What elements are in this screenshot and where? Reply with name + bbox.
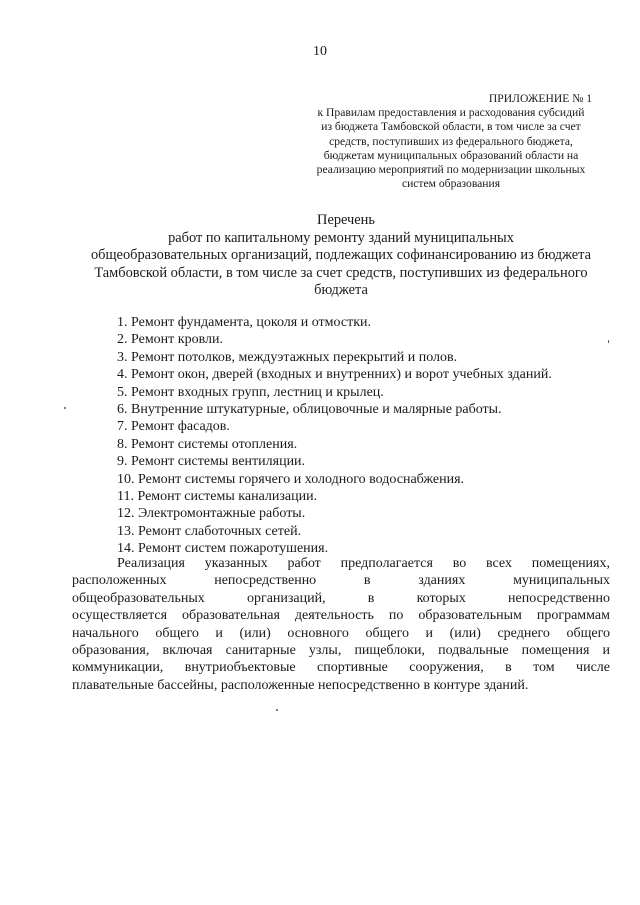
title-line: работ по капитальному ремонту зданий муниципальных: [168, 229, 514, 246]
appendix-title: ПРИЛОЖЕНИЕ № 1: [488, 92, 592, 105]
appendix-line: к Правилам предоставления и расходования субсидий: [317, 106, 585, 120]
title-line: Тамбовской области, в том числе за счет средств, поступивших из федерального: [94, 264, 588, 281]
appendix-line: из бюджета Тамбовской области, в том числе за счет: [321, 120, 581, 134]
list-item: 14. Ремонт систем пожаротушения.: [117, 541, 329, 557]
paragraph-line: начального общего и (или) основного общего и (или) среднего общего: [72, 625, 610, 641]
description-paragraph: [72, 555, 610, 694]
paragraph-line: образования, включая санитарные узлы, пищеблоки, подвальные помещения и: [72, 643, 610, 659]
list-item: 5. Ремонт входных групп, лестниц и крылец.: [117, 384, 384, 400]
page-number: 10: [313, 44, 327, 59]
title-line: общеобразовательных организаций, подлежащих софинансированию из бюджета: [90, 247, 592, 264]
list-item: 9. Ремонт системы вентиляции.: [117, 454, 306, 470]
scan-speck: [608, 340, 609, 343]
paragraph-line: осуществляется образовательная деятельность по образовательным программам: [72, 608, 610, 624]
scan-speck: [64, 407, 66, 409]
appendix-line: систем образования: [401, 177, 501, 191]
appendix-header: [292, 92, 610, 191]
document-title: [72, 212, 610, 300]
list-item: 1. Ремонт фундамента, цоколя и отмостки.: [117, 315, 371, 330]
list-item: 11. Ремонт системы канализации.: [117, 489, 318, 505]
list-item: 12. Электромонтажные работы.: [117, 506, 306, 522]
paragraph-line: общеобразовательных организаций, в которых непосредственно: [72, 590, 610, 606]
appendix-line: реализацию мероприятий по модернизации школьных: [316, 163, 586, 177]
paragraph-line: расположенных непосредственно в зданиях муниципальных: [72, 573, 610, 589]
paragraph-line: плавательные бассейны, расположенные непосредственно в контуре зданий.: [72, 677, 529, 693]
works-list: [117, 314, 552, 558]
list-item: 6. Внутренние штукатурные, облицовочные и малярные работы.: [117, 402, 502, 418]
paragraph-line: Реализация указанных работ предполагается во всех помещениях,: [117, 556, 610, 571]
paragraph-line: коммуникации, внутриобъектовые спортивные сооружения, в том числе: [72, 660, 610, 676]
list-item: 13. Ремонт слаботочных сетей.: [117, 523, 302, 539]
scan-speck: [276, 709, 278, 711]
appendix-line: бюджетам муниципальных образований области на: [323, 148, 579, 162]
list-item: 7. Ремонт фасадов.: [117, 419, 230, 435]
list-item: 4. Ремонт окон, дверей (входных и внутренних) и ворот учебных зданий.: [117, 367, 552, 383]
list-item: 10. Ремонт системы горячего и холодного водоснабжения.: [117, 471, 465, 487]
appendix-line: средств, поступивших из федерального бюджета,: [329, 134, 573, 148]
list-item: 3. Ремонт потолков, междуэтажных перекрытий и полов.: [117, 349, 458, 365]
list-item: 2. Ремонт кровли.: [117, 332, 223, 348]
title-line: бюджета: [314, 282, 368, 299]
title-heading: Перечень: [317, 212, 375, 228]
list-item: 8. Ремонт системы отопления.: [117, 436, 298, 452]
